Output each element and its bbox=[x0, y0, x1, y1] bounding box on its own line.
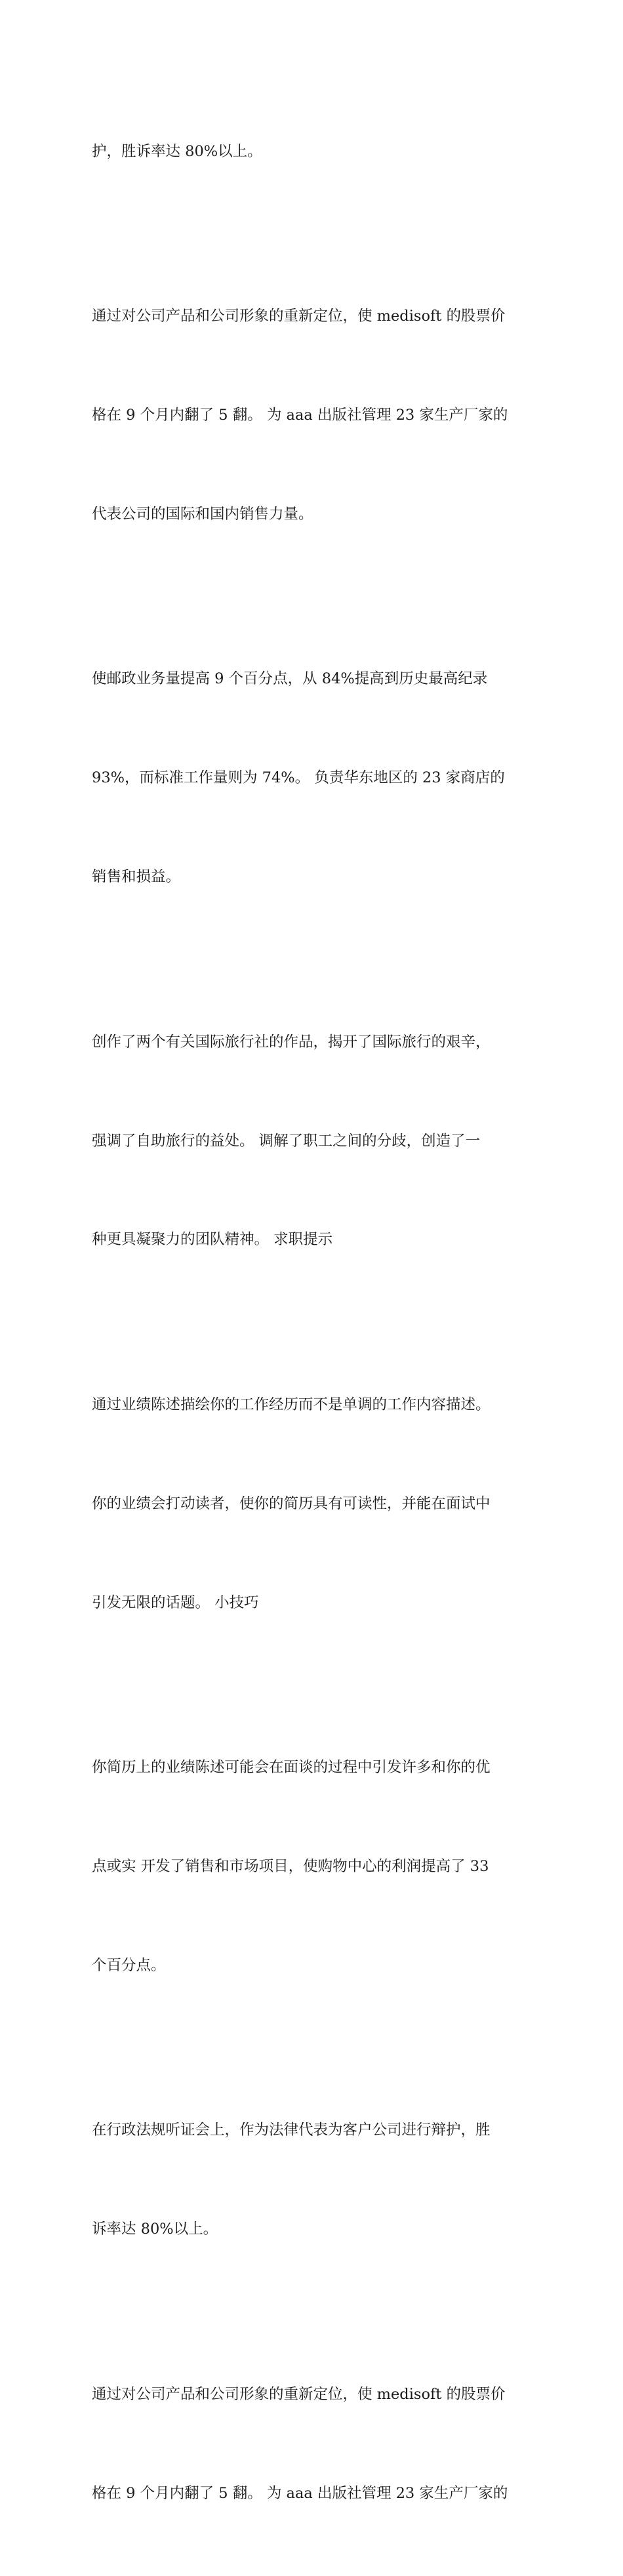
text-line: 通过对公司产品和公司形象的重新定位，使 medisoft 的股票价 bbox=[92, 2385, 506, 2403]
text-line: 创作了两个有关国际旅行社的作品，揭开了国际旅行的艰辛， bbox=[92, 1033, 491, 1051]
text-line: 种更具凝聚力的团队精神。 求职提示 bbox=[92, 1231, 333, 1249]
text-line: 通过对公司产品和公司形象的重新定位，使 medisoft 的股票价 bbox=[92, 308, 506, 325]
text-line: 格在 9 个月内翻了 5 翻。 为 aaa 出版社管理 23 家生产厂家的 bbox=[92, 406, 508, 424]
paragraph bbox=[92, 2048, 544, 2312]
paragraph bbox=[92, 233, 544, 596]
text-line: 强调了自助旅行的益处。 调解了职工之间的分歧，创造了一 bbox=[92, 1132, 481, 1150]
paragraph bbox=[92, 959, 544, 1322]
paragraph bbox=[92, 597, 544, 959]
paragraph bbox=[92, 1685, 544, 2048]
text-line: 护，胜诉率达 80%以上。 bbox=[92, 142, 262, 160]
text-line: 你简历上的业绩陈述可能会在面谈的过程中引发许多和你的优 bbox=[92, 1759, 491, 1777]
text-line: 诉率达 80%以上。 bbox=[92, 2221, 218, 2238]
paragraph bbox=[92, 1322, 544, 1685]
text-line: 使邮政业务量提高 9 个百分点，从 84%提高到历史最高纪录 bbox=[92, 670, 488, 688]
text-line: 点或实 开发了销售和市场项目，使购物中心的利润提高了 33 bbox=[92, 1858, 489, 1876]
text-line: 个百分点。 bbox=[92, 1956, 166, 1974]
text-line: 通过业绩陈述描绘你的工作经历而不是单调的工作内容描述。 bbox=[92, 1396, 491, 1413]
text-line: 销售和损益。 bbox=[92, 868, 181, 886]
paragraph bbox=[92, 2312, 544, 2575]
text-line: 在行政法规听证会上，作为法律代表为客户公司进行辩护，胜 bbox=[92, 2122, 491, 2139]
text-line: 格在 9 个月内翻了 5 翻。 为 aaa 出版社管理 23 家生产厂家的 bbox=[92, 2484, 508, 2502]
document-body bbox=[92, 69, 544, 2576]
text-line: 93%，而标准工作量则为 74%。 负责华东地区的 23 家商店的 bbox=[92, 769, 505, 787]
text-line: 你的业绩会打动读者，使你的简历具有可读性，并能在面试中 bbox=[92, 1495, 491, 1512]
text-line: 代表公司的国际和国内销售力量。 bbox=[92, 505, 313, 523]
paragraph bbox=[92, 69, 544, 233]
text-line: 引发无限的话题。 小技巧 bbox=[92, 1594, 259, 1611]
